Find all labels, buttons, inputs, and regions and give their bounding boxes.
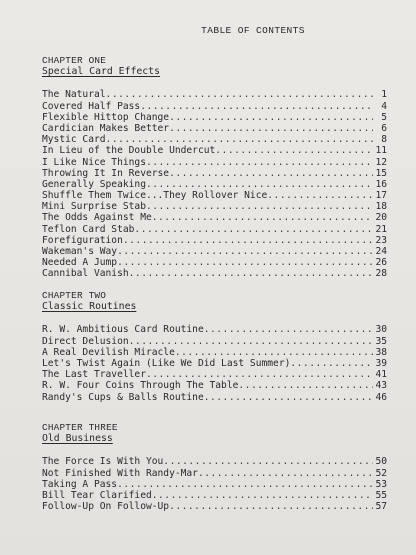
entry-page-number: 24 xyxy=(375,246,387,258)
dot-leader xyxy=(169,123,373,134)
dot-leader xyxy=(106,89,373,100)
entry-page-number: 38 xyxy=(375,346,387,358)
entry-title: Needed A Jump xyxy=(42,257,118,269)
entry-title: Taking A Pass xyxy=(42,478,118,490)
entry-page-number: 30 xyxy=(375,324,387,336)
chapter-heading: CHAPTER TWO xyxy=(42,290,107,301)
entry-title: In Lieu of the Double Undercut xyxy=(42,145,216,157)
entry-title: Throwing It In Reverse xyxy=(42,167,170,179)
dot-leader xyxy=(123,235,373,246)
entry-title: R. W. Ambitious Card Routine xyxy=(42,324,204,336)
toc-entry xyxy=(42,392,387,403)
entry-page-number: 50 xyxy=(375,456,387,468)
dot-leader xyxy=(267,190,373,201)
dot-leader xyxy=(117,479,373,490)
entry-list xyxy=(42,89,387,279)
toc-entry xyxy=(42,190,387,201)
dot-leader xyxy=(175,347,373,358)
entry-title: Mini Surprise Stab xyxy=(42,201,146,213)
dot-leader xyxy=(129,336,373,347)
dot-leader xyxy=(117,257,373,268)
chapter-subtitle: Classic Routines xyxy=(42,301,137,313)
toc-entry xyxy=(42,268,387,279)
entry-page-number: 16 xyxy=(375,178,387,190)
entry-page-number: 11 xyxy=(375,145,387,157)
chapter-subtitle: Special Card Effects xyxy=(42,66,160,78)
entry-title: Let's Twist Again (Like We Did Last Summer) xyxy=(42,357,291,369)
toc-entry xyxy=(42,456,387,467)
entry-page-number: 21 xyxy=(375,223,387,235)
toc-entry xyxy=(42,479,387,490)
entry-title: Randy's Cups & Balls Routine xyxy=(42,391,204,403)
chapter-heading: CHAPTER ONE xyxy=(42,55,107,66)
toc-entry xyxy=(42,324,387,335)
entry-page-number: 12 xyxy=(375,156,387,168)
entry-page-number: 43 xyxy=(375,380,387,392)
entry-page-number: 57 xyxy=(375,501,387,513)
dot-leader xyxy=(163,456,373,467)
entry-page-number: 23 xyxy=(375,234,387,246)
entry-page-number: 53 xyxy=(375,478,387,490)
toc-entry xyxy=(42,468,387,479)
entry-title: Cardician Makes Better xyxy=(42,122,170,134)
entry-list xyxy=(42,324,387,402)
toc-entry xyxy=(42,89,387,100)
entry-page-number: 52 xyxy=(375,467,387,479)
entry-title: Cannibal Vanish xyxy=(42,268,129,280)
toc-entry xyxy=(42,201,387,212)
toc-entry xyxy=(42,235,387,246)
toc-entry xyxy=(42,347,387,358)
toc-entry xyxy=(42,112,387,123)
entry-title: The Force Is With You xyxy=(42,456,164,468)
chapter-subtitle: Old Business xyxy=(42,433,113,445)
toc-entry xyxy=(42,501,387,512)
entry-title: Follow-Up On Follow-Up xyxy=(42,501,170,513)
toc-entry xyxy=(42,157,387,168)
dot-leader xyxy=(204,392,373,403)
entry-title: Forefiguration xyxy=(42,234,123,246)
entry-page-number: 26 xyxy=(375,257,387,269)
chapter-heading: CHAPTER THREE xyxy=(42,422,118,433)
toc-entry xyxy=(42,123,387,134)
toc-entry xyxy=(42,490,387,501)
entry-title: A Real Devilish Miracle xyxy=(42,346,175,358)
entry-title: Shuffle Them Twice...They Rollover Nice xyxy=(42,190,268,202)
dot-leader xyxy=(152,490,373,501)
entry-title: The Natural xyxy=(42,89,106,101)
dot-leader xyxy=(146,201,373,212)
page-title: TABLE OF CONTENTS xyxy=(201,25,305,36)
dot-leader xyxy=(204,324,373,335)
entry-page-number: 1 xyxy=(381,89,387,101)
entry-page-number: 55 xyxy=(375,489,387,501)
entry-list xyxy=(42,456,387,512)
entry-page-number: 35 xyxy=(375,335,387,347)
dot-leader xyxy=(140,101,373,112)
entry-title: R. W. Four Coins Through The Table xyxy=(42,380,239,392)
toc-entry xyxy=(42,134,387,145)
entry-title: Covered Half Pass xyxy=(42,100,141,112)
entry-title: Direct Delusion xyxy=(42,335,129,347)
dot-leader xyxy=(152,212,373,223)
entry-page-number: 8 xyxy=(381,134,387,146)
dot-leader xyxy=(129,268,373,279)
entry-page-number: 4 xyxy=(381,100,387,112)
entry-page-number: 18 xyxy=(375,201,387,213)
chapter-section xyxy=(42,290,387,403)
entry-title: Wakeman's Way xyxy=(42,246,118,258)
toc-entry xyxy=(42,179,387,190)
toc-entry xyxy=(42,380,387,391)
dot-leader xyxy=(198,468,373,479)
entry-page-number: 15 xyxy=(375,167,387,179)
dot-leader xyxy=(134,224,373,235)
toc-entry xyxy=(42,145,387,156)
entry-title: The Odds Against Me xyxy=(42,212,152,224)
toc-entry xyxy=(42,358,387,369)
dot-leader xyxy=(117,246,373,257)
dot-leader xyxy=(169,168,373,179)
entry-title: Flexible Hittop Change xyxy=(42,111,170,123)
dot-leader xyxy=(106,134,373,145)
chapter-section xyxy=(42,55,387,280)
toc-entry xyxy=(42,336,387,347)
entry-title: Not Finished With Randy-Mar xyxy=(42,467,198,479)
entry-page-number: 20 xyxy=(375,212,387,224)
entry-page-number: 28 xyxy=(375,268,387,280)
dot-leader xyxy=(290,358,373,369)
toc-entry xyxy=(42,224,387,235)
entry-page-number: 41 xyxy=(375,369,387,381)
dot-leader xyxy=(146,157,373,168)
entry-title: Generally Speaking xyxy=(42,178,146,190)
entry-page-number: 46 xyxy=(375,391,387,403)
dot-leader xyxy=(238,380,373,391)
entry-title: The Last Traveller xyxy=(42,369,146,381)
toc-entry xyxy=(42,212,387,223)
chapter-section xyxy=(42,422,387,512)
entry-title: Bill Tear Clarified xyxy=(42,489,152,501)
entry-title: Teflon Card Stab xyxy=(42,223,135,235)
entry-page-number: 39 xyxy=(375,357,387,369)
toc-entry xyxy=(42,246,387,257)
entry-title: Mystic Card xyxy=(42,134,106,146)
entry-title: I Like Nice Things xyxy=(42,156,146,168)
entry-page-number: 6 xyxy=(381,122,387,134)
dot-leader xyxy=(146,179,373,190)
entry-page-number: 5 xyxy=(381,111,387,123)
dot-leader xyxy=(169,501,373,512)
dot-leader xyxy=(169,112,373,123)
entry-page-number: 17 xyxy=(375,190,387,202)
toc-entry xyxy=(42,168,387,179)
toc-entry xyxy=(42,257,387,268)
dot-leader xyxy=(215,145,373,156)
dot-leader xyxy=(146,369,373,380)
toc-entry xyxy=(42,101,387,112)
toc-entry xyxy=(42,369,387,380)
